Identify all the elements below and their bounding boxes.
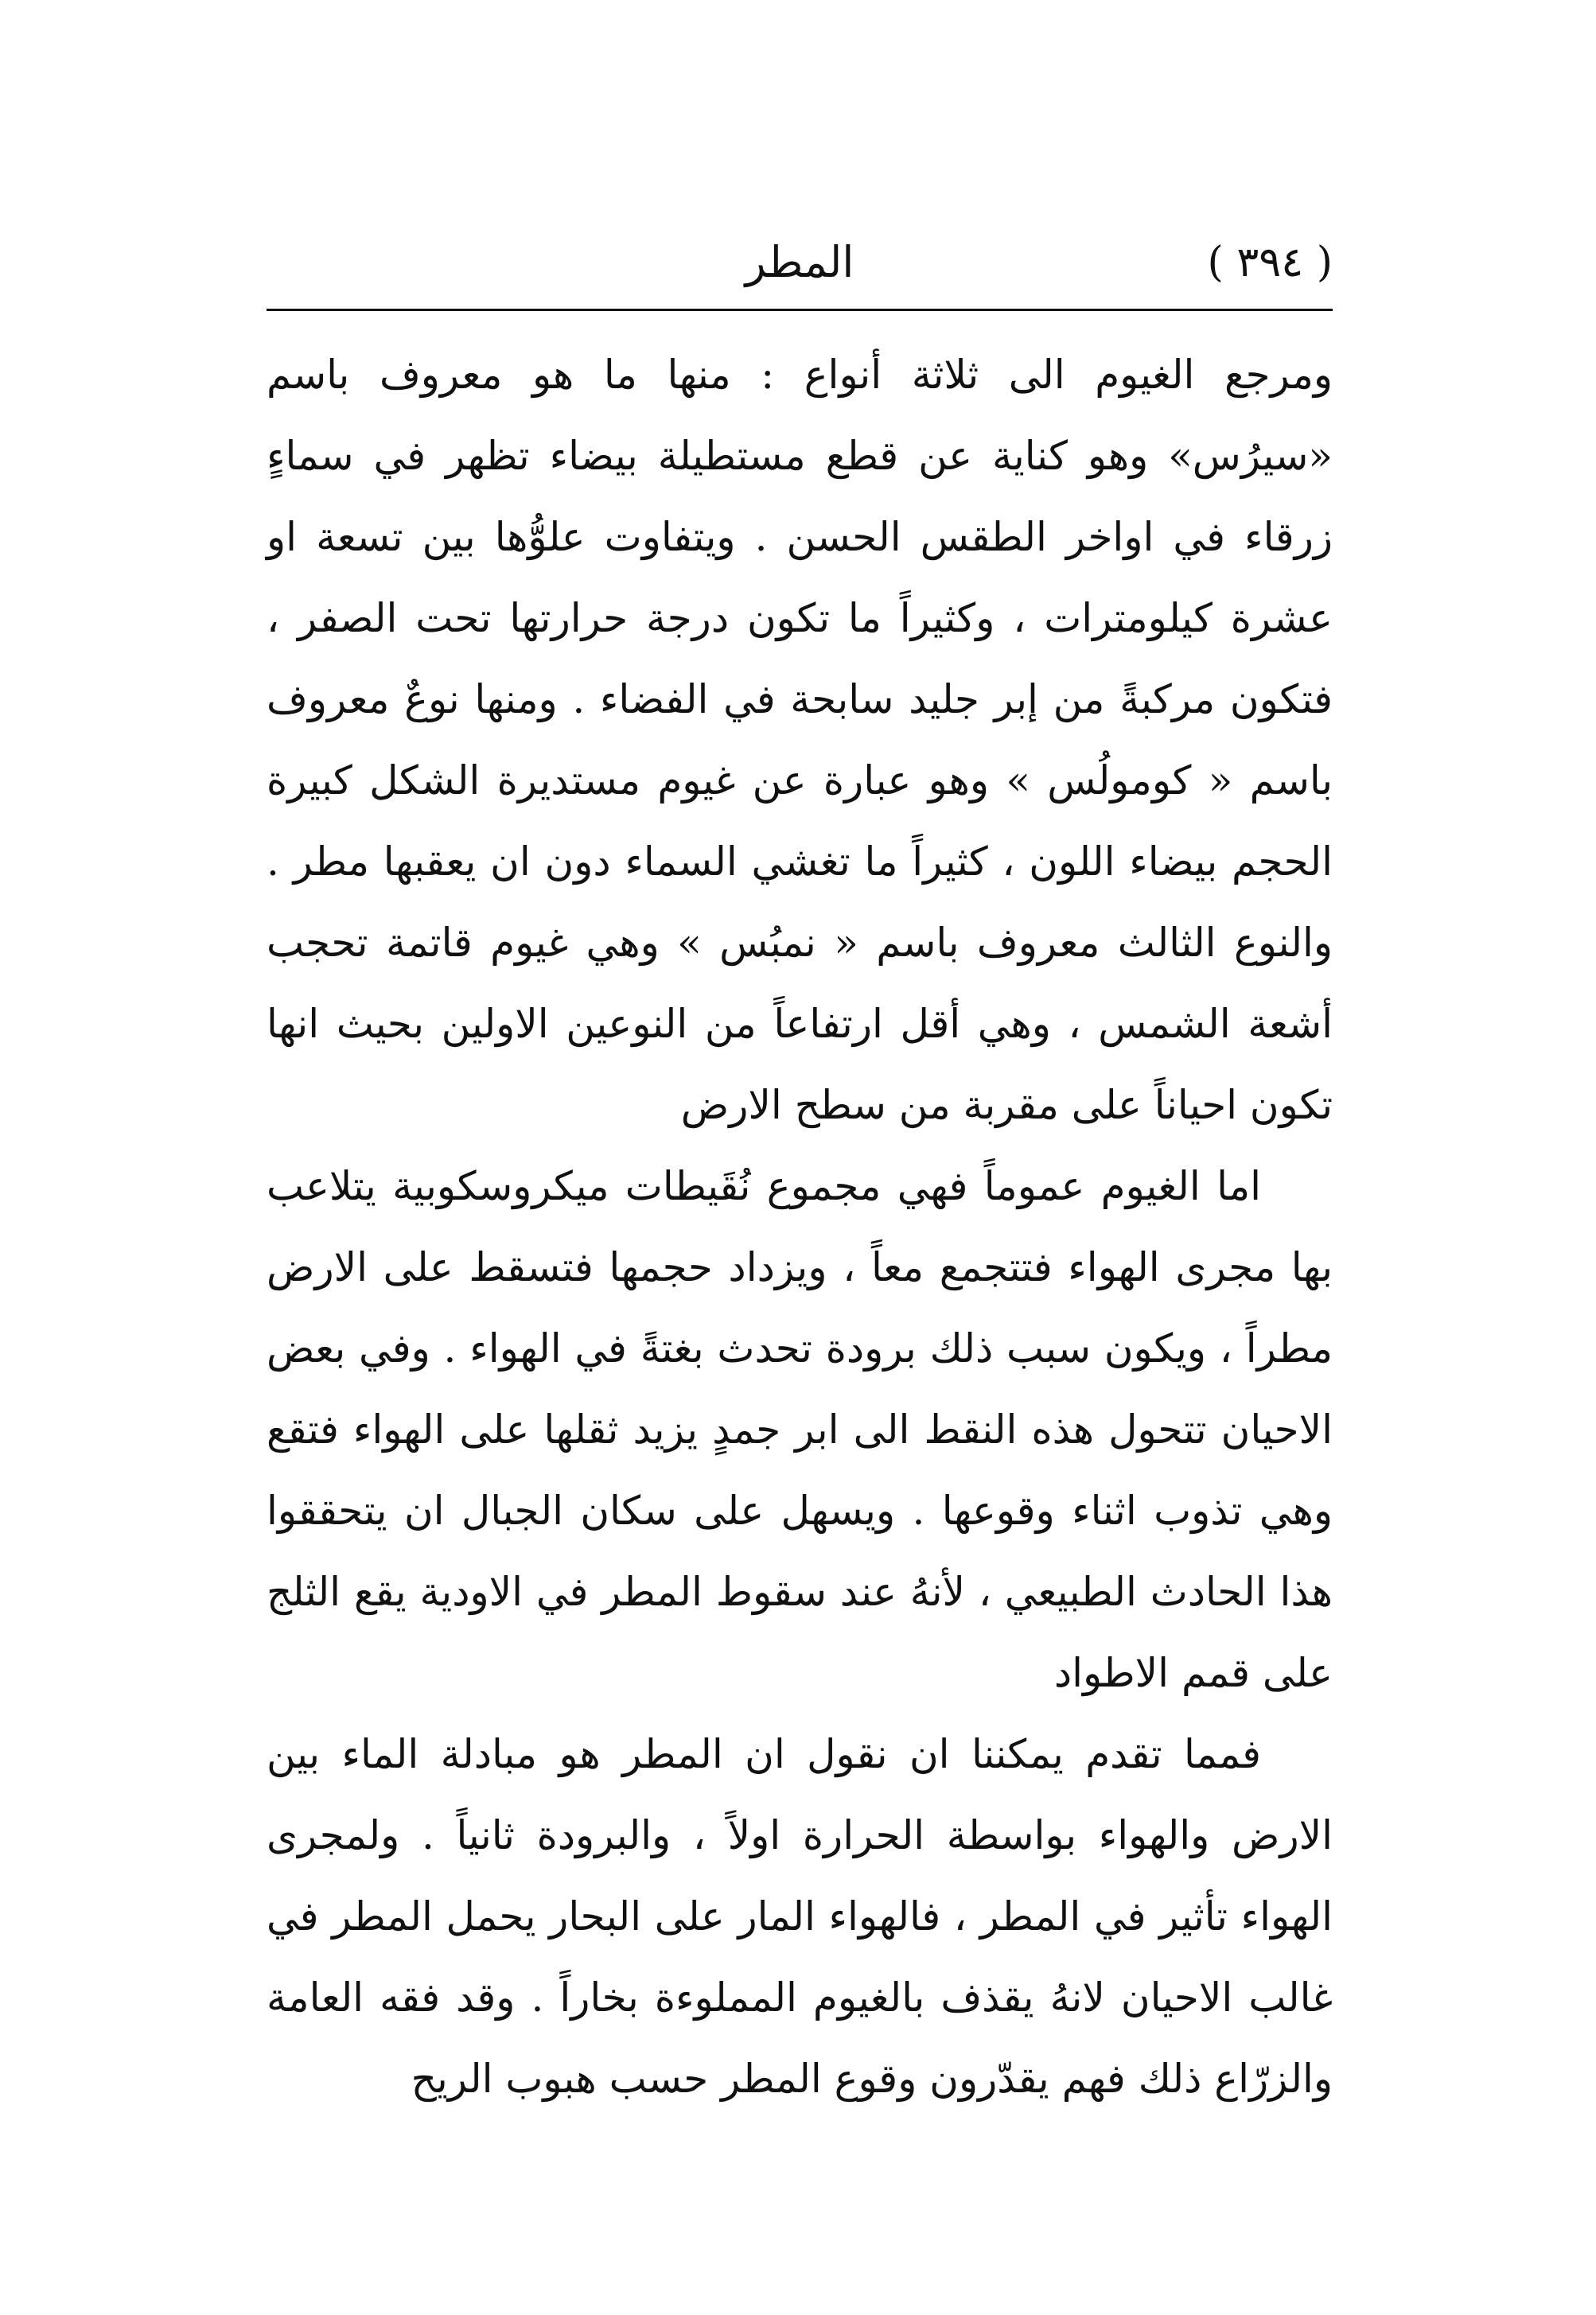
header-rule bbox=[267, 309, 1333, 311]
paragraph-rain-exchange: فمما تقدم يمكننا ان نقول ان المطر هو مبادلة الماء بين الارض والهواء بواسطة الحرارة اولاً ، والبرودة ثانياً . ولمجرى الهواء تأثير في المطر ، فالهواء المار على البحار يحمل المطر في غالب الاحيان لانهُ يقذف بالغيوم المملوءة بخاراً . وقد فقه العامة والزرّاع ذلك فهم يقدّرون وقوع المطر حسب هبوب الريح bbox=[267, 1731, 1333, 2102]
page-number: ( ٣٩٤ ) bbox=[1207, 239, 1333, 286]
page-header bbox=[267, 227, 1333, 306]
paragraph-cloud-types: ومرجع الغيوم الى ثلاثة أنواع : منها ما هو معروف باسم «سيرُس» وهو كناية عن قطع مستطيلة بيضاء تظهر في سماءٍ زرقاء في اواخر الطقس الحسن . ويتفاوت علوُّها بين تسعة او عشرة كيلومترات ، وكثيراً ما تكون درجة حرارتها تحت الصفر ، فتكون مركبةً من إبر جليد سابحة في الفضاء . ومنها نوعٌ معروف باسم « كومولُس » وهو عبارة عن غيوم مستديرة الشكل كبيرة الحجم بيضاء اللون ، كثيراً ما تغشي السماء دون ان يعقبها مطر . والنوع الثالث معروف باسم « نمبُس » وهي غيوم قاتمة تحجب أشعة الشمس ، وهي أقل ارتفاعاً من النوعين الاولين بحيث انها تكون احياناً على مقربة من سطح الارض bbox=[267, 352, 1333, 1128]
running-title: المطر bbox=[745, 237, 854, 287]
paragraph-cloud-droplets: اما الغيوم عموماً فهي مجموع نُقَيطات ميكروسكوبية يتلاعب بها مجرى الهواء فتتجمع معاً ، ويزداد حجمها فتسقط على الارض مطراً ، ويكون سبب ذلك برودة تحدث بغتةً في الهواء . وفي بعض الاحيان تتحول هذه النقط الى ابر جمدٍ يزيد ثقلها على الهواء فتقع وهي تذوب اثناء وقوعها . ويسهل على سكان الجبال ان يتحققوا هذا الحادث الطبيعي ، لأنهُ عند سقوط المطر في الاودية يقع الثلج على قمم الاطواد bbox=[267, 1163, 1333, 1696]
body-text bbox=[267, 334, 1333, 2119]
